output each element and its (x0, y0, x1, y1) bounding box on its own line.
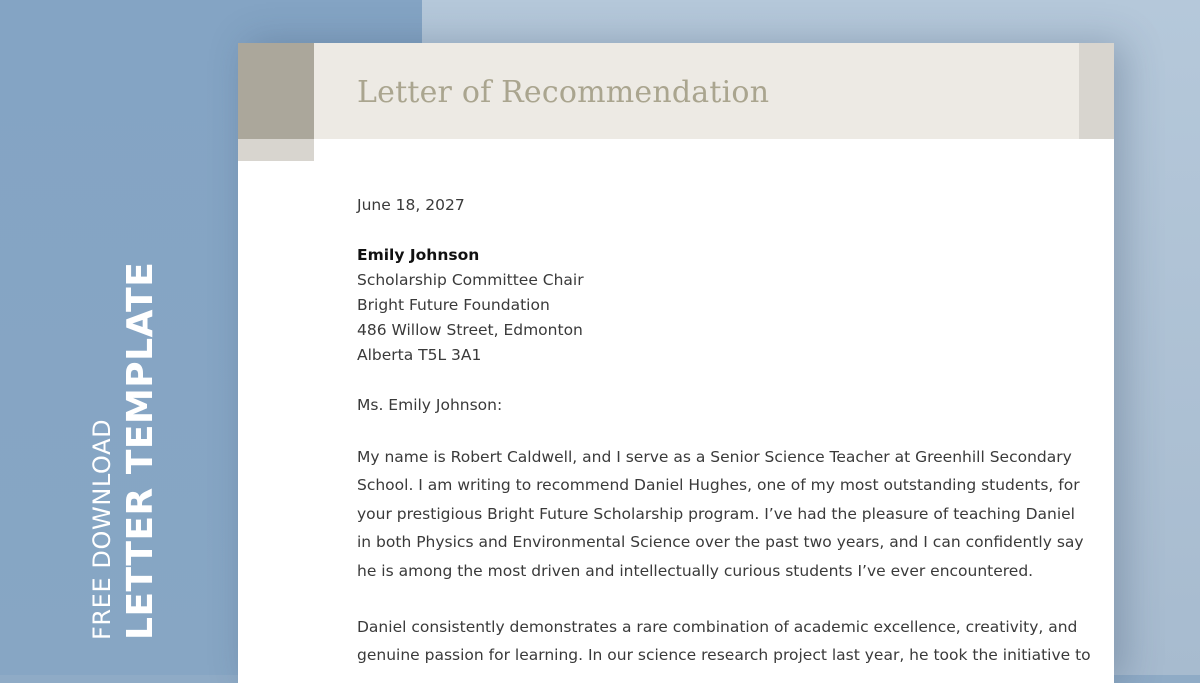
paragraph-line: School. I am writing to recommend Daniel Hughes, one of my most outstanding students, for (357, 476, 1080, 495)
recipient-organization: Bright Future Foundation (357, 296, 550, 314)
recipient-region: Alberta T5L 3A1 (357, 346, 482, 364)
salutation: Ms. Emily Johnson: (357, 396, 503, 414)
letter-body (357, 193, 1091, 670)
header-accent-light (238, 139, 314, 161)
letter-date: June 18, 2027 (357, 196, 465, 214)
paragraph-line: your prestigious Bright Future Scholarship program. I’ve had the pleasure of teaching Daniel (357, 504, 1075, 523)
header-accent-right (1079, 43, 1114, 139)
free-download-text: FREE DOWNLOAD (88, 418, 116, 640)
letter-title: Letter of Recommendation (357, 75, 770, 110)
side-promo-label (85, 240, 175, 640)
recipient-position: Scholarship Committee Chair (357, 271, 584, 289)
paragraph-2 (357, 613, 1091, 670)
paragraph-line: in both Physics and Environmental Science over the past two years, and I can confidently say (357, 533, 1084, 552)
paragraph-line: Daniel consistently demonstrates a rare combination of academic excellence, creativity, and (357, 618, 1078, 637)
recipient-name: Emily Johnson (357, 246, 480, 264)
paragraph-line: genuine passion for learning. In our science research project last year, he took the initiative to (357, 646, 1091, 665)
header-accent-dark (238, 43, 314, 139)
recipient-street: 486 Willow Street, Edmonton (357, 321, 583, 339)
paragraph-line: My name is Robert Caldwell, and I serve as a Senior Science Teacher at Greenhill Secondary (357, 448, 1072, 466)
letter-template-text: LETTER TEMPLATE (120, 261, 161, 640)
letter-document (238, 43, 1114, 683)
paragraph-1 (357, 443, 1084, 585)
paragraph-line: he is among the most driven and intellectually curious students I’ve ever encountered. (357, 561, 1034, 580)
